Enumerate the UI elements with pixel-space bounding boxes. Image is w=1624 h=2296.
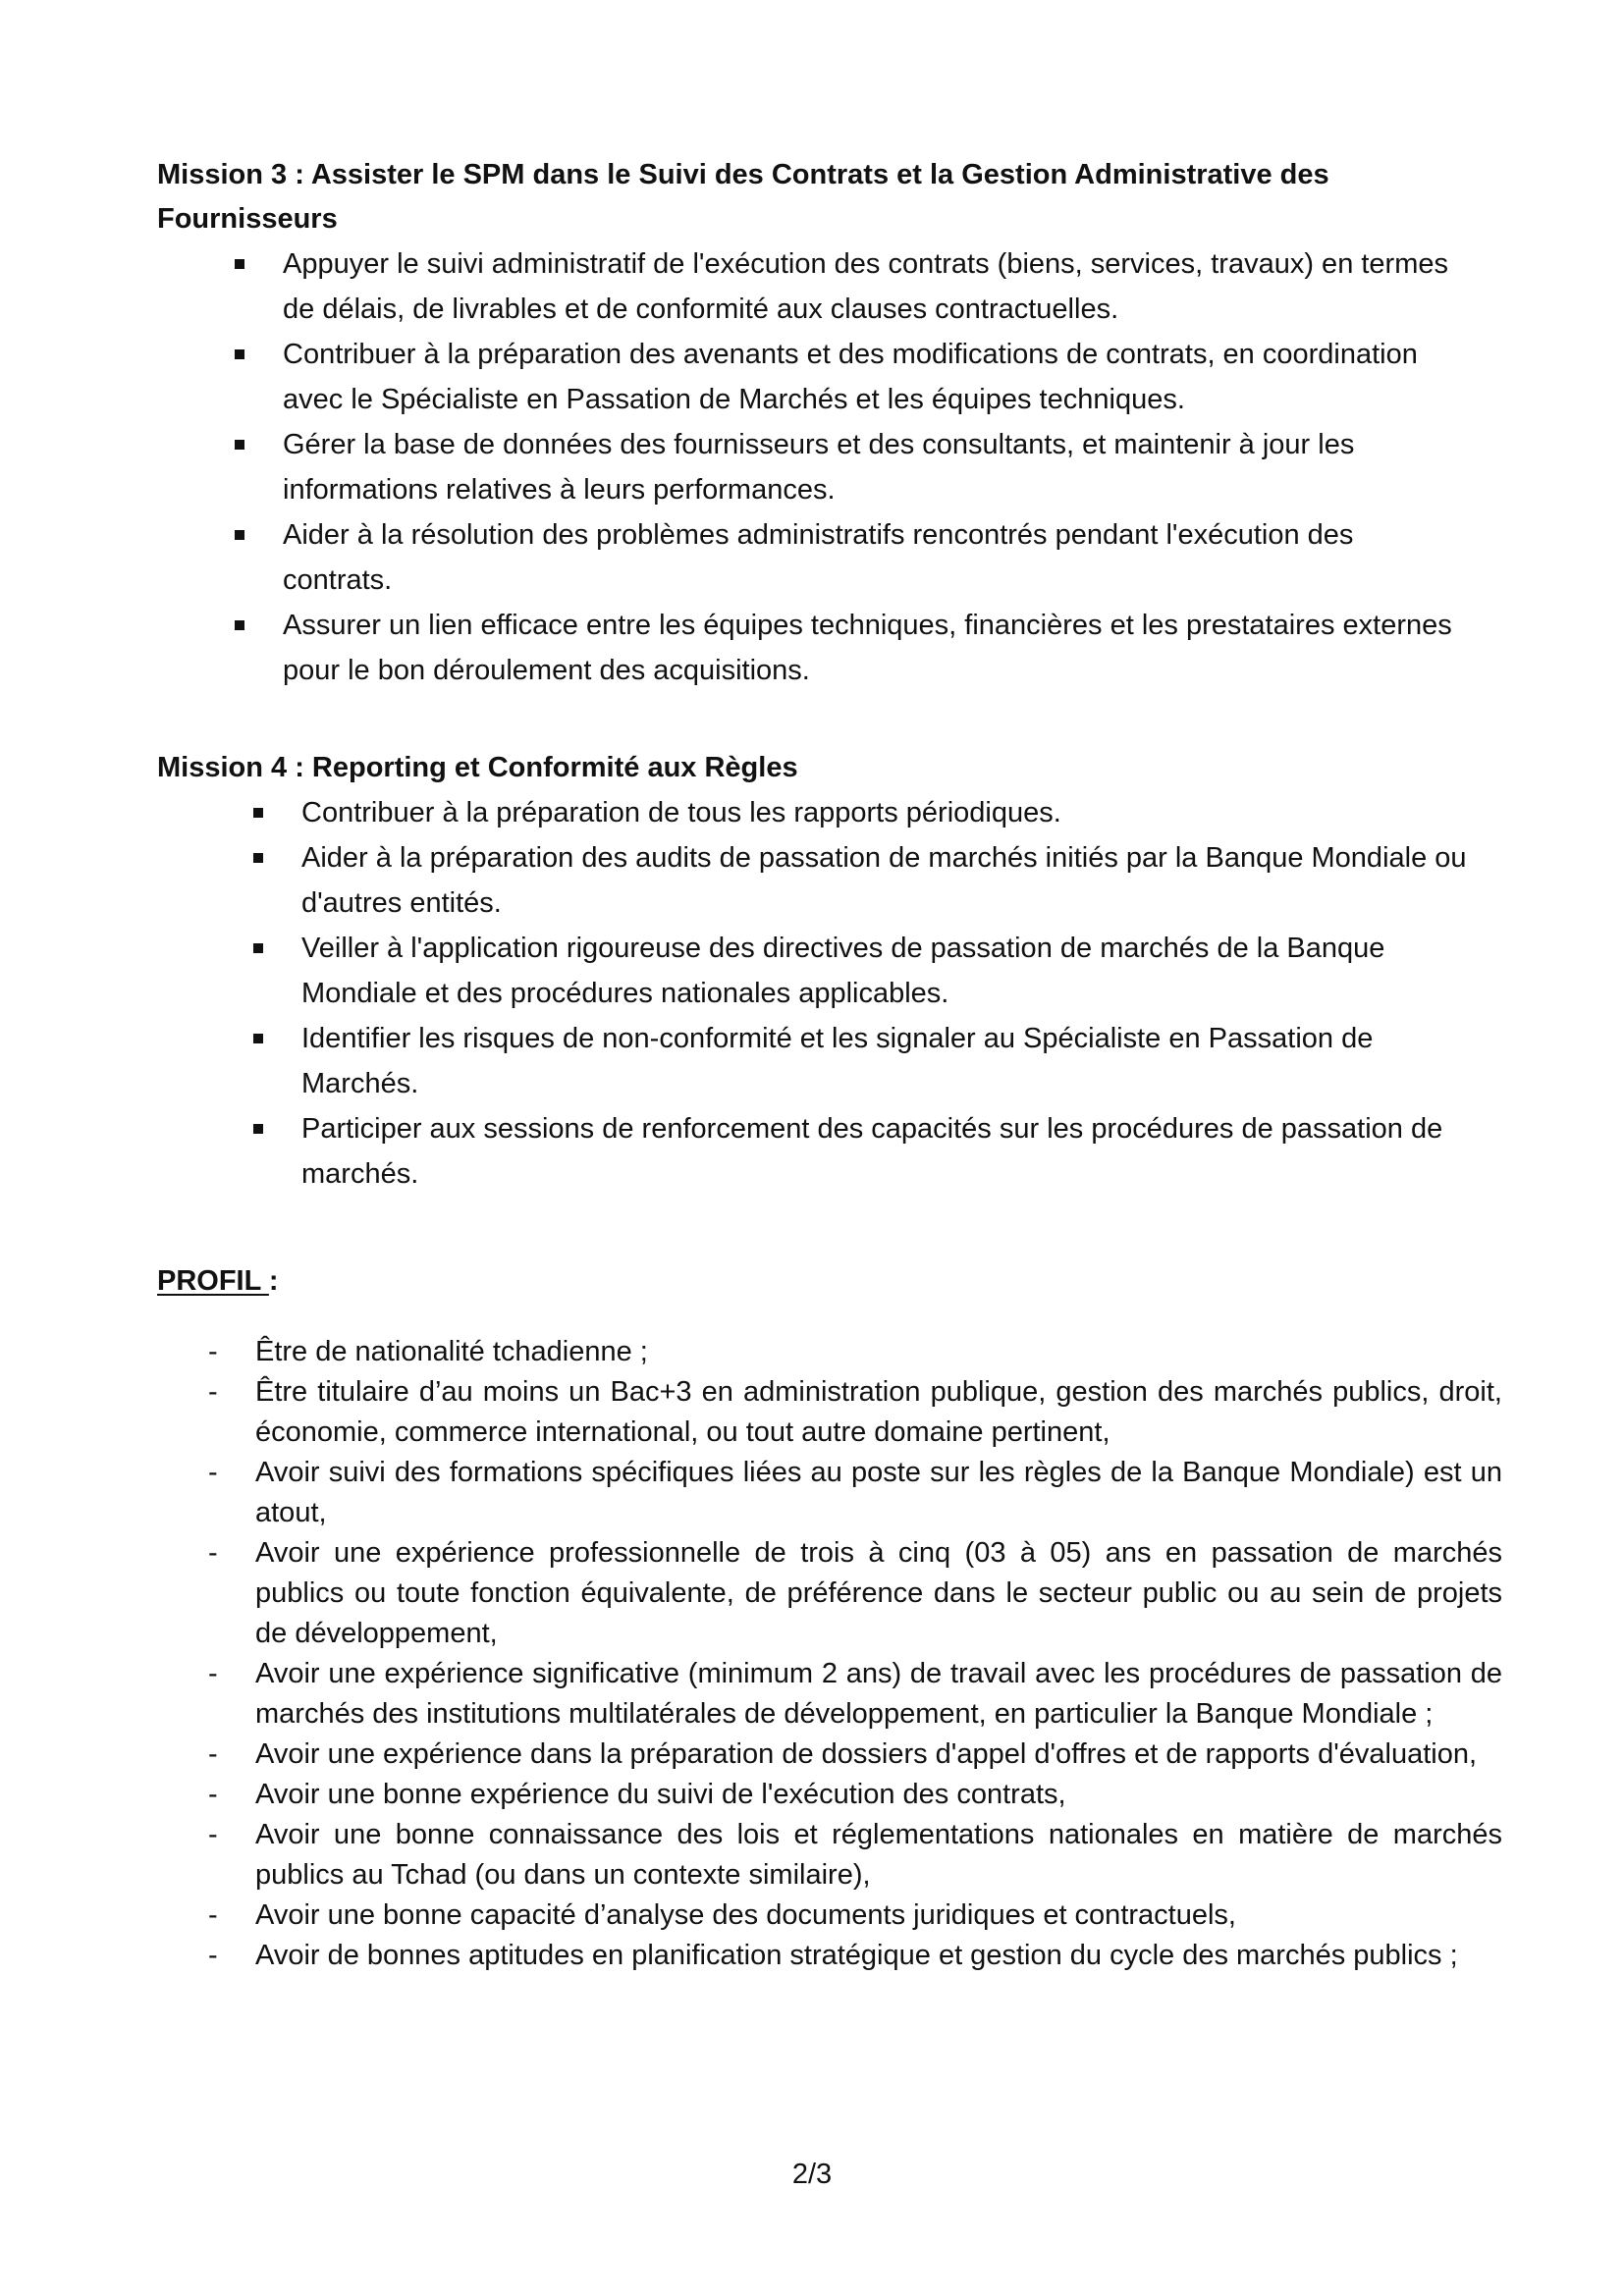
square-bullet-icon	[235, 530, 244, 540]
list-item	[157, 422, 1463, 512]
dash-bullet: -	[208, 1819, 218, 1850]
list-item-text: Être de nationalité tchadienne ;	[255, 1336, 648, 1367]
mission-4-bullet-list	[157, 790, 1502, 1197]
list-item	[157, 1533, 1502, 1654]
list-item	[157, 1332, 1502, 1372]
list-item	[157, 790, 1483, 835]
list-item	[157, 1453, 1502, 1533]
square-bullet-icon	[235, 259, 244, 269]
list-item-text: Avoir une expérience significative (minimum 2 ans) de travail avec les procédures de passation de marchés des institutions multilatérales de développement, en particulier la Banque Mondiale ;	[255, 1658, 1502, 1730]
list-item-text: Assurer un lien efficace entre les équipes techniques, financières et les prestataires externes pour le bon déroulement des acquisitions.	[283, 610, 1452, 686]
list-item	[157, 332, 1463, 422]
list-item	[157, 241, 1463, 332]
square-bullet-icon	[253, 943, 263, 953]
list-item	[157, 603, 1463, 693]
list-item-text: Aider à la préparation des audits de passation de marchés initiés par la Banque Mondiale ou d'autres entités.	[301, 842, 1467, 919]
list-item-text: Participer aux sessions de renforcement des capacités sur les procédures de passation de marchés.	[301, 1113, 1443, 1190]
list-item	[157, 835, 1483, 926]
list-item-text: Appuyer le suivi administratif de l'exécution des contrats (biens, services, travaux) en termes de délais, de livrables et de conformité aux clauses contractuelles.	[283, 248, 1449, 325]
list-item	[157, 1106, 1483, 1197]
square-bullet-icon	[253, 1124, 263, 1134]
list-item-text: Être titulaire d’au moins un Bac+3 en administration publique, gestion des marchés publics, droit, économie, commerce international, ou tout autre domaine pertinent,	[255, 1376, 1502, 1448]
page-number: 2/3	[791, 2159, 833, 2190]
dash-bullet: -	[208, 1738, 218, 1770]
dash-bullet: -	[208, 1658, 218, 1689]
dash-bullet: -	[208, 1336, 218, 1367]
dash-bullet: -	[208, 1940, 218, 1971]
square-bullet-icon	[253, 1034, 263, 1043]
square-bullet-icon	[253, 808, 263, 818]
list-item	[157, 1896, 1502, 1936]
list-item	[157, 1936, 1502, 1976]
square-bullet-icon	[235, 620, 244, 630]
list-item-text: Identifier les risques de non-conformité et les signaler au Spécialiste en Passation de Marchés.	[301, 1023, 1374, 1099]
mission-4-section	[157, 746, 1502, 1197]
list-item	[157, 926, 1483, 1016]
square-bullet-icon	[235, 349, 244, 359]
mission-3-title: Mission 3 : Assister le SPM dans le Suivi des Contrats et la Gestion Administrative des Fournisseurs	[157, 159, 1329, 235]
list-item	[157, 1775, 1502, 1815]
list-item	[157, 1654, 1502, 1735]
list-item-text: Gérer la base de données des fournisseurs et des consultants, et maintenir à jour les informations relatives à leurs performances.	[283, 429, 1355, 506]
list-item	[157, 1815, 1502, 1896]
list-item-text: Avoir une expérience professionnelle de trois à cinq (03 à 05) ans en passation de marchés publics ou toute fonction équivalente, de préférence dans le secteur public ou au sein de projets de développement,	[255, 1537, 1502, 1649]
profil-heading-label: PROFIL	[157, 1265, 269, 1297]
list-item-text: Avoir suivi des formations spécifiques liées au poste sur les règles de la Banque Mondiale) est un atout,	[255, 1457, 1502, 1528]
list-item-text: Avoir une expérience dans la préparation de dossiers d'appel d'offres et de rapports d'évaluation,	[255, 1738, 1478, 1770]
dash-bullet: -	[208, 1537, 218, 1569]
list-item-text: Veiller à l'application rigoureuse des directives de passation de marchés de la Banque Mondiale et des procédures nationales applicables.	[301, 933, 1385, 1009]
profil-heading	[157, 1259, 279, 1304]
list-item-text: Contribuer à la préparation de tous les rapports périodiques.	[301, 797, 1061, 828]
profil-list	[157, 1332, 1502, 1976]
dash-bullet: -	[208, 1376, 218, 1408]
mission-4-title: Mission 4 : Reporting et Conformité aux Règles	[157, 752, 798, 783]
square-bullet-icon	[235, 440, 244, 450]
list-item-text: Contribuer à la préparation des avenants et des modifications de contrats, en coordination avec le Spécialiste en Passation de Marchés et les équipes techniques.	[283, 339, 1418, 415]
dash-bullet: -	[208, 1457, 218, 1488]
dash-bullet: -	[208, 1899, 218, 1931]
list-item-text: Aider à la résolution des problèmes administratifs rencontrés pendant l'exécution des contrats.	[283, 519, 1354, 596]
list-item	[157, 1735, 1502, 1775]
list-item	[157, 1016, 1483, 1106]
profil-heading-colon: :	[268, 1265, 279, 1297]
square-bullet-icon	[253, 853, 263, 863]
list-item	[157, 512, 1463, 603]
list-item-text: Avoir une bonne connaissance des lois et réglementations nationales en matière de marchés publics au Tchad (ou dans un contexte similaire),	[255, 1819, 1502, 1891]
list-item-text: Avoir une bonne expérience du suivi de l'exécution des contrats,	[255, 1779, 1066, 1810]
list-item-text: Avoir une bonne capacité d’analyse des documents juridiques et contractuels,	[255, 1899, 1236, 1931]
list-item-text: Avoir de bonnes aptitudes en planification stratégique et gestion du cycle des marchés publics ;	[255, 1940, 1458, 1971]
list-item	[157, 1372, 1502, 1453]
mission-3-bullet-list	[157, 241, 1502, 693]
mission-3-section	[157, 153, 1502, 693]
dash-bullet: -	[208, 1779, 218, 1810]
